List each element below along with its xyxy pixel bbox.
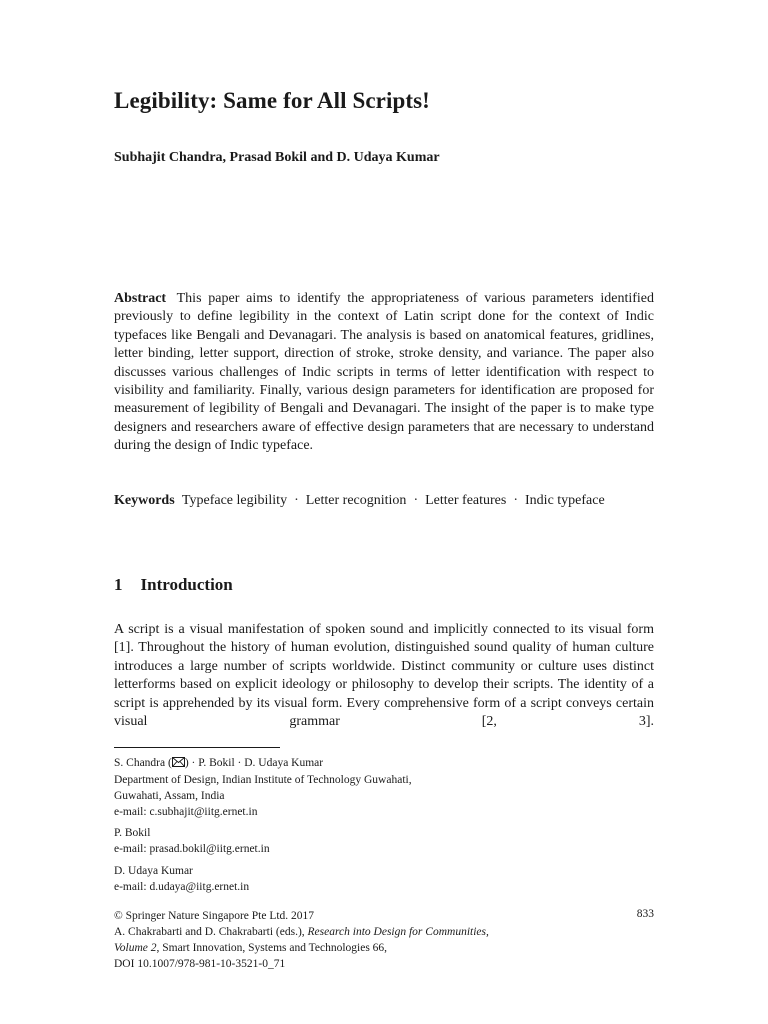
email-line: e-mail: c.subhajit@iitg.ernet.in xyxy=(114,806,258,818)
author-footnote xyxy=(114,863,654,895)
author-name: D. Udaya Kumar xyxy=(114,865,193,877)
paper-title: Legibility: Same for All Scripts! xyxy=(114,88,430,113)
doi-line: DOI 10.1007/978-981-10-3521-0_71 xyxy=(114,958,286,970)
series-text: , Smart Innovation, Systems and Technologies 66, xyxy=(156,942,388,954)
keyword-separator: · xyxy=(413,493,419,508)
introduction-paragraph: A script is a visual manifestation of spoken sound and implicitly connected to its visual form [1]. Throughout the history of human evolution, distinguished sound quality of human culture introduces a large number of scripts worldwide. Distinct community or culture uses distinct letterforms based on explicit ideology or philosophy to develop their scripts. The identity of a script is apprehended by its visual form. Every comprehensive form of a script conveys certain visual grammar [2, 3]. xyxy=(114,622,654,730)
book-volume: Volume 2 xyxy=(114,942,157,954)
section-title: Introduction xyxy=(140,575,233,594)
footnote-author-text: ) · P. Bokil · D. Udaya Kumar xyxy=(184,757,324,769)
keywords-label: Keywords xyxy=(114,493,175,508)
footnote-rule xyxy=(114,747,280,748)
abstract xyxy=(114,290,654,456)
email-line: e-mail: d.udaya@iitg.ernet.in xyxy=(114,881,250,893)
affiliation-line: Department of Design, Indian Institute of Technology Guwahati, xyxy=(114,774,412,786)
keyword: Letter recognition xyxy=(305,493,407,508)
abstract-label: Abstract xyxy=(114,291,167,306)
keyword: Letter features xyxy=(425,493,507,508)
series-line xyxy=(114,940,654,956)
editors-line xyxy=(114,924,654,940)
email-line: e-mail: prasad.bokil@iitg.ernet.in xyxy=(114,843,270,855)
keyword-separator: · xyxy=(294,493,299,508)
abstract-text: This paper aims to identify the appropriateness of various parameters identified previously to define legibility in the context of Latin script done for the context of Indic typefaces like Bengali and Devanagari. The analysis is based on anatomical features, gridlines, letter binding, letter support, direction of stroke, stroke density, and variance. The paper also discusses various challenges of Indic scripts in terms of letter identification with respect to visibility and familiarity. Finally, various design parameters for identification are proposed for measurement of legibility of Bengali and Devanagari. The insight of the paper is to make type designers and researchers aware of effective design parameters that are necessary to understand during the design of Indic typeface. xyxy=(114,291,654,454)
copyright-line: © Springer Nature Singapore Pte Ltd. 2017 xyxy=(114,910,315,922)
publication-info xyxy=(114,908,654,972)
footnote-authors xyxy=(114,755,654,772)
page-number: 833 xyxy=(636,908,654,920)
author-affiliation-footnote xyxy=(114,755,654,820)
book-title: Research into Design for Communities, xyxy=(307,926,489,938)
keyword: Typeface legibility xyxy=(181,493,288,508)
keywords xyxy=(114,492,654,510)
keyword: Indic typeface xyxy=(525,493,605,508)
author-list: Subhajit Chandra, Prasad Bokil and D. Udaya Kumar xyxy=(114,150,440,165)
editors-text: A. Chakrabarti and D. Chakrabarti (eds.), xyxy=(114,926,308,938)
author-name: P. Bokil xyxy=(114,827,151,839)
footnote-author-text: S. Chandra ( xyxy=(114,757,172,769)
section-number: 1 xyxy=(114,575,123,594)
affiliation-line: Guwahati, Assam, India xyxy=(114,790,225,802)
envelope-icon xyxy=(172,756,185,772)
author-footnote xyxy=(114,825,654,857)
keyword-separator: · xyxy=(513,493,519,508)
section-heading xyxy=(114,575,654,595)
